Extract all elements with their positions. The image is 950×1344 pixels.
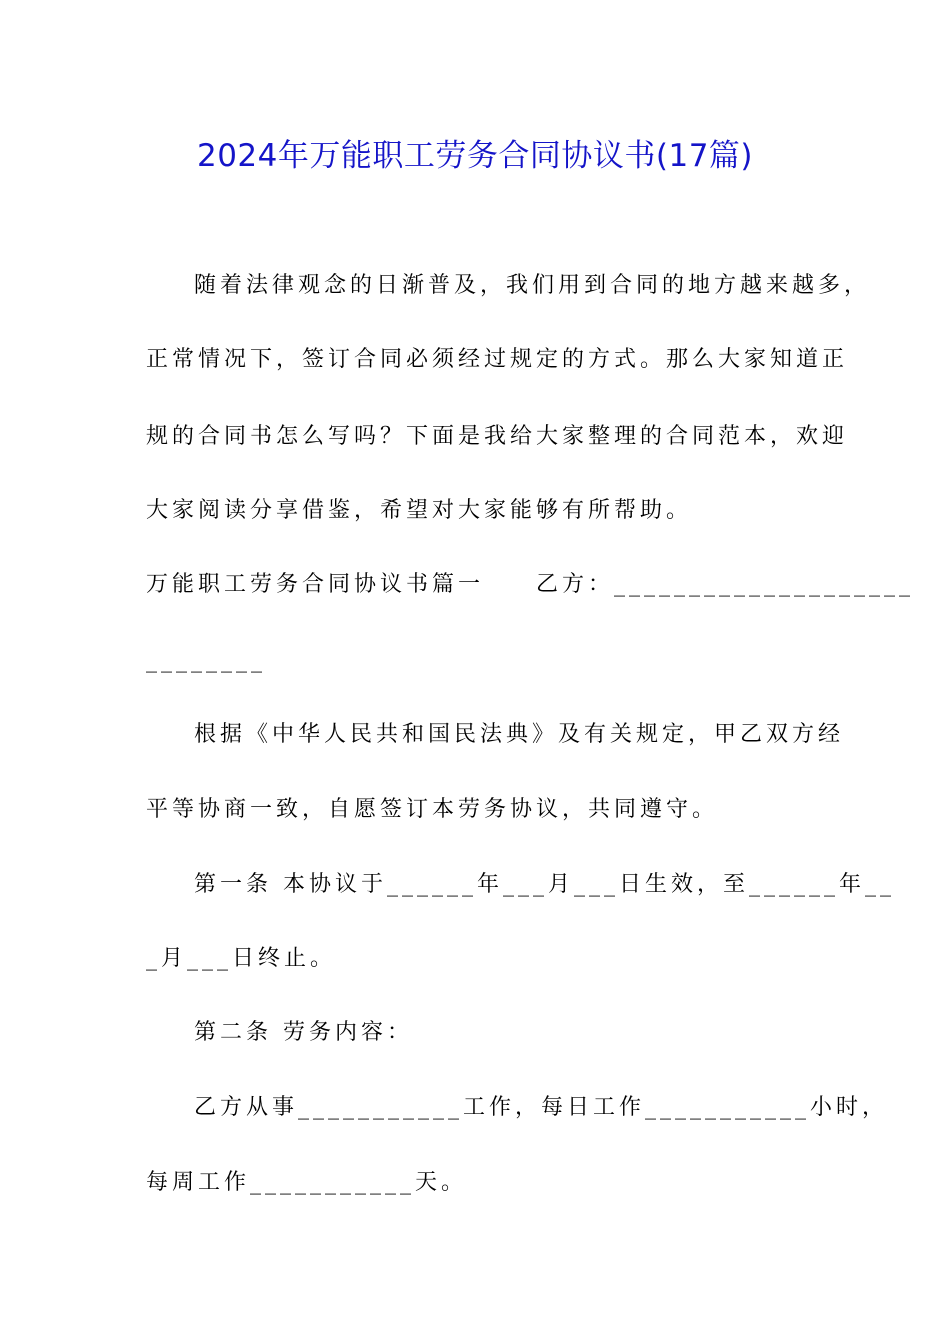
paragraph-line: 规的合同书怎么写吗？下面是我给大家整理的合同范本，欢迎	[146, 424, 849, 449]
paragraph-line: 随着法律观念的日渐普及，我们用到合同的地方越来越多，	[194, 273, 871, 298]
blank-line: ________	[146, 648, 266, 673]
paragraph-line: 平等协商一致，自愿签订本劳务协议，共同遵守。	[146, 797, 719, 822]
article-line: 第一条 本协议于______年___月___日生效，至______年__	[194, 872, 895, 897]
article-line: _月___日终止。	[146, 946, 337, 971]
paragraph-line: 大家阅读分享借鉴，希望对大家能够有所帮助。	[146, 498, 693, 523]
paragraph-line: 根据《中华人民共和国民法典》及有关规定，甲乙双方经	[194, 722, 845, 747]
article-line: 乙方从事___________工作，每日工作___________小时，	[194, 1095, 889, 1120]
paragraph-line: 正常情况下，签订合同必须经过规定的方式。那么大家知道正	[146, 347, 849, 372]
section-heading-line: 万能职工劳务合同协议书篇一 乙方：____________________	[146, 572, 915, 597]
document-title: 2024年万能职工劳务合同协议书(17篇)	[196, 138, 754, 174]
article-line: 每周工作___________天。	[146, 1170, 468, 1195]
article-line: 第二条 劳务内容：	[194, 1020, 413, 1045]
